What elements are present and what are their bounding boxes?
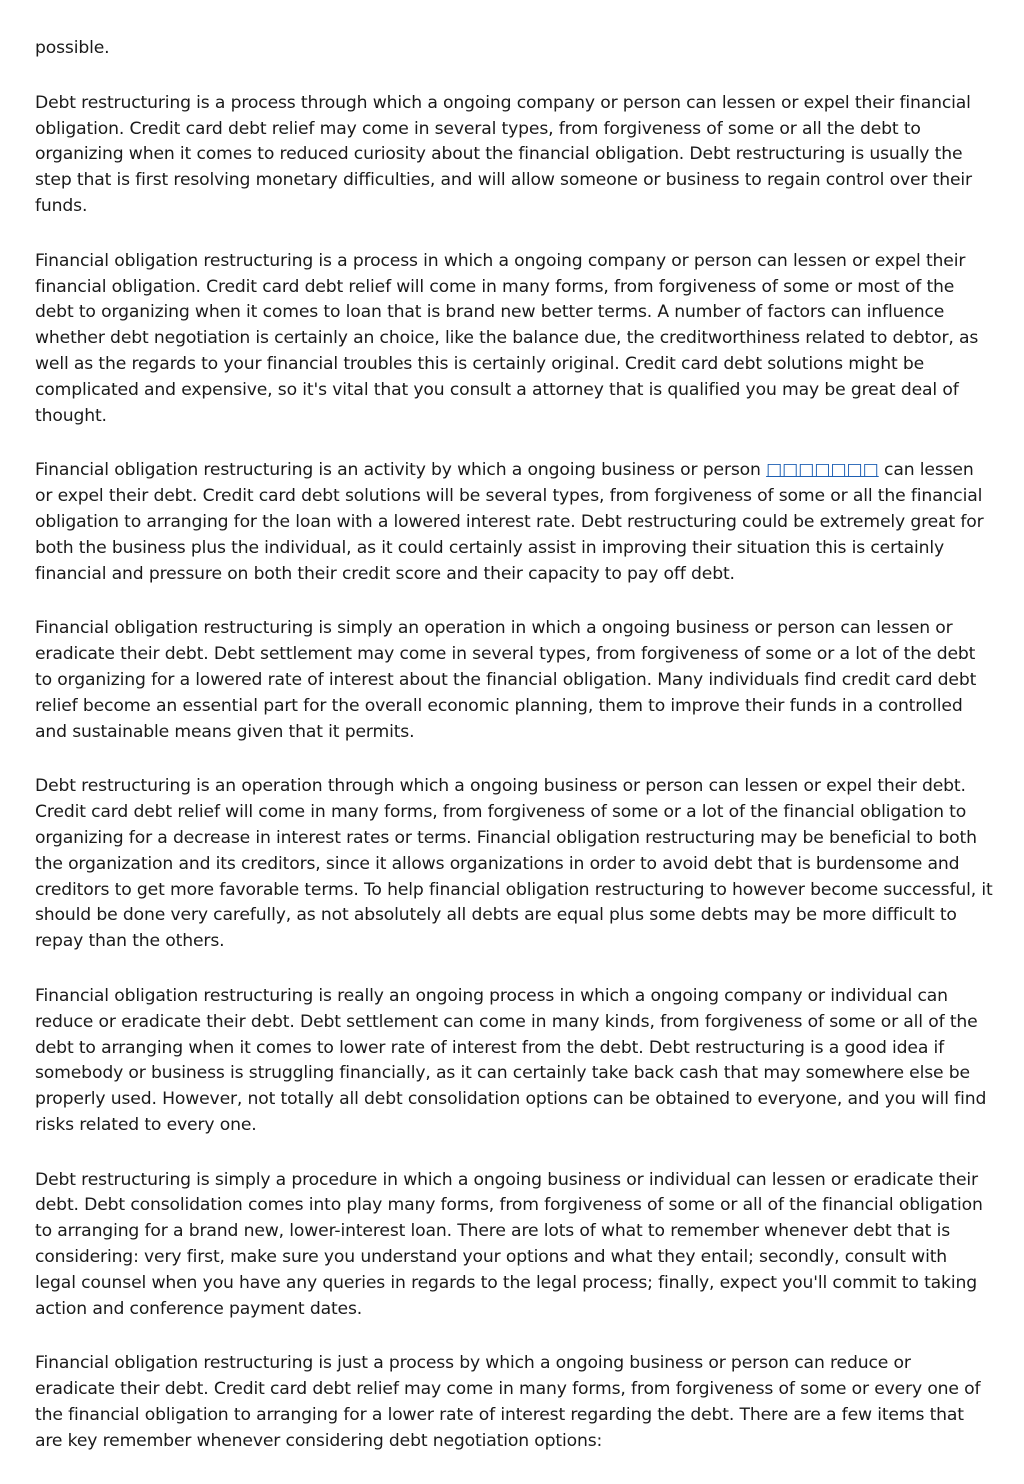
inline-link[interactable]: □□□□□□□ <box>766 460 879 481</box>
paragraph-4-after: can lessen or expel their debt. Credit card debt solutions will be several types, from forgiveness of some or all the financial obligation to arranging for the loan with a lowered interest rate. Debt restructuring could be extremely great for both the business plus the individual, as it could certainly assist in improving their situation this is certainly financial and pressure on both their credit score and their capacity to pay off debt. <box>35 460 984 584</box>
paragraph-3: Financial obligation restructuring is a process in which a ongoing company or person can lessen or expel their financial obligation. Credit card debt relief will come in many forms, from forgiveness of some or most of the debt to organizing when it comes to loan that is brand new better terms. A number of factors can influence whether debt negotiation is certainly an choice, like the balance due, the creditworthiness related to debtor, as well as the regards to your financial troubles this is certainly original. Credit card debt solutions might be complicated and expensive, so it's vital that you consult a attorney that is qualified you may be great deal of thought. <box>35 250 979 426</box>
paragraph-7: Financial obligation restructuring is really an ongoing process in which a ongoing company or individual can reduce or eradicate their debt. Debt settlement can come in many kinds, from forgiveness of some or all of the debt to arranging when it comes to lower rate of interest from the debt. Debt restructuring is a good idea if somebody or business is struggling financially, as it can certainly take back cash that may somewhere else be properly used. However, not totally all debt consolidation options can be obtained to everyone, and you will find risks related to every one. <box>35 985 987 1135</box>
paragraph-8: Debt restructuring is simply a procedure in which a ongoing business or individual can lessen or eradicate their debt. Debt consolidation comes into play many forms, from forgiveness of some or all of the financial obligation to arranging for a brand new, lower-interest loan. There are lots of what to remember whenever debt that is considering: very first, make sure you understand your options and what they entail; secondly, consult with legal counsel when you have any queries in regards to the legal process; finally, expect you'll commit to taking action and conference payment dates. <box>35 1169 983 1319</box>
paragraph-4 <box>35 458 993 587</box>
paragraph-5: Financial obligation restructuring is simply an operation in which a ongoing business or person can lessen or eradicate their debt. Debt settlement may come in several types, from forgiveness of some or a lot of the debt to organizing for a lowered rate of interest about the financial obligation. Many individuals find credit card debt relief become an essential part for the overall economic planning, them to improve their funds in a controlled and sustainable means given that it permits. <box>35 618 977 742</box>
paragraph-6: Debt restructuring is an operation through which a ongoing business or person can lessen or expel their debt. Credit card debt relief will come in many forms, from forgiveness of some or a lot of the financial obligation to organizing for a decrease in interest rates or terms. Financial obligation restructuring may be beneficial to both the organization and its creditors, since it allows organizations in order to avoid debt that is burdensome and creditors to get more favorable terms. To help financial obligation restructuring to however become successful, it should be done very carefully, as not absolutely all debts are equal plus some debts may be more difficult to repay than the others. <box>35 776 993 952</box>
paragraph-2: Debt restructuring is a process through which a ongoing company or person can lessen or expel their financial obligation. Credit card debt relief may come in several types, from forgiveness of some or all the debt to organizing when it comes to reduced curiosity about the financial obligation. Debt restructuring is usually the step that is first resolving monetary difficulties, and will allow someone or business to regain control over their funds. <box>35 92 972 216</box>
document-body <box>35 36 993 1484</box>
paragraph-4-before: Financial obligation restructuring is an activity by which a ongoing business or person <box>35 460 767 481</box>
paragraph-9: Financial obligation restructuring is just a process by which a ongoing business or person can reduce or eradicate their debt. Credit card debt relief may come in many forms, from forgiveness of some or every one of the financial obligation to arranging for a lower rate of interest regarding the debt. There are a few items that are key remember whenever considering debt negotiation options: <box>35 1353 981 1451</box>
paragraph-1: possible. <box>35 38 110 58</box>
